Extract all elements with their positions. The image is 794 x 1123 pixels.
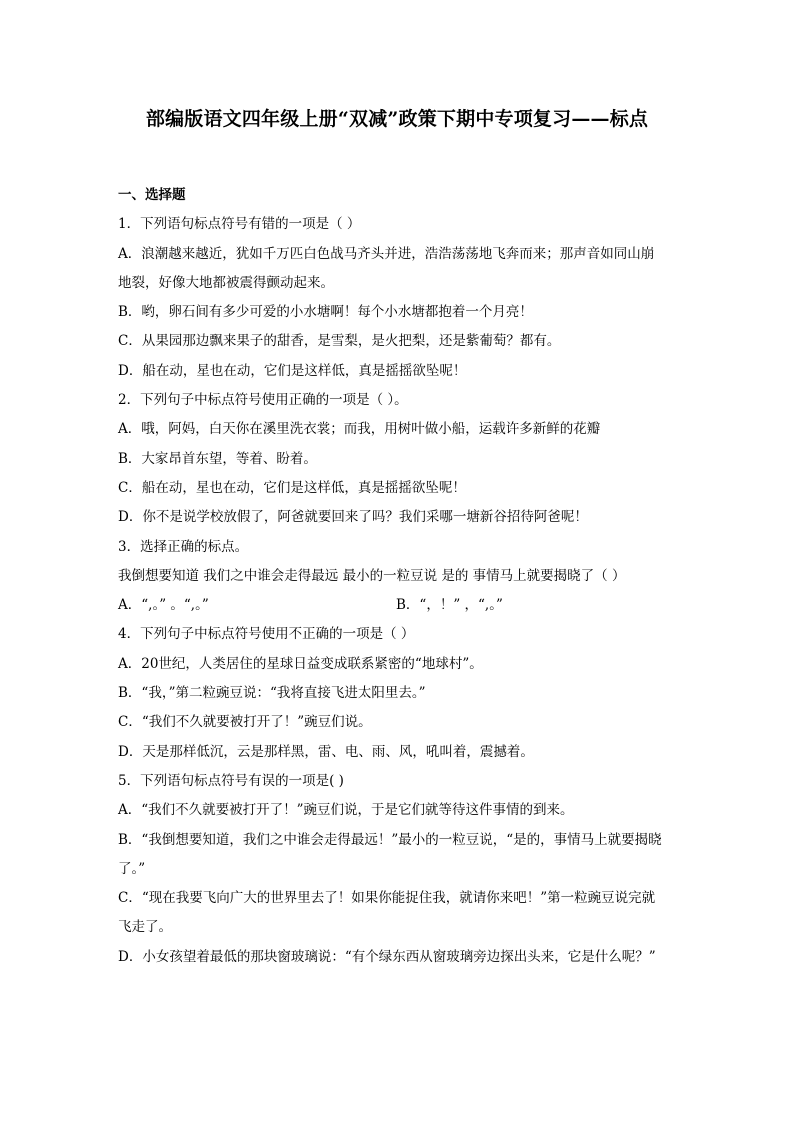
question-3-stem: 3．选择正确的标点。	[118, 538, 249, 555]
question-1-option-c: C．从果园那边飘来果子的甜香，是雪梨，是火把梨，还是紫葡萄？都有。	[118, 333, 561, 350]
question-list	[118, 181, 688, 972]
question-4-option-c: C．“我们不久就要被打开了！”豌豆们说。	[118, 714, 372, 731]
question-2-option-c: C．船在动，星也在动，它们是这样低，真是摇摇欲坠呢！	[118, 479, 466, 496]
question-1-option-b: B．哟，卵石间有多少可爱的小水塘啊！每个小水塘都抱着一个月亮！	[118, 304, 533, 321]
question-5-stem: 5．下列语句标点符号有误的一项是( )	[118, 772, 344, 789]
question-2-stem: 2．下列句子中标点符号使用正确的一项是（ ）。	[118, 392, 408, 409]
question-4-option-b: B．“我，”第二粒豌豆说：“我将直接飞进太阳里去。”	[118, 685, 426, 702]
question-4-option-a: A．20世纪，人类居住的星球日益变成联系紧密的“地球村”。	[118, 655, 483, 672]
question-2-option-a: A．哦，阿妈，白天你在溪里洗衣裳；而我，用树叶做小船，运载许多新鲜的花瓣	[118, 421, 601, 438]
question-5-option-b-continued: 了。”	[118, 860, 146, 877]
question-4-option-d: D．天是那样低沉，云是那样黑，雷、电、雨、风，吼叫着，震撼着。	[118, 743, 534, 760]
question-5-option-d: D．小女孩望着最低的那块窗玻璃说：“有个绿东西从窗玻璃旁边探出头来，它是什么呢？”	[118, 948, 656, 965]
question-2-option-b: B．大家昂首东望，等着、盼着。	[118, 450, 317, 467]
question-1-option-a: A．浪潮越来越近，犹如千万匹白色战马齐头并进，浩浩荡荡地飞奔而来；那声音如同山崩	[118, 245, 655, 262]
question-5-option-c: C．“现在我要飞向广大的世界里去了！如果你能捉住我，就请你来吧！”第一粒豌豆说完就	[118, 890, 656, 907]
question-5-option-b: B．“我倒想要知道，我们之中谁会走得最远！”最小的一粒豆说，“是的，事情马上就要揭晓	[118, 831, 662, 848]
question-5-option-a: A．“我们不久就要被打开了！”豌豆们说，于是它们就等待这件事情的到来。	[118, 802, 574, 819]
question-4-stem: 4．下列句子中标点符号使用不正确的一项是（ ）	[118, 626, 415, 643]
section-heading: 一、选择题	[118, 187, 186, 203]
question-1-option-a-continued: 地裂，好像大地都被震得颤动起来。	[118, 274, 334, 291]
question-5-option-c-continued: 飞走了。	[118, 919, 172, 936]
question-3-option-a: A．“,。” 。“,。”	[118, 597, 209, 614]
question-3-options	[118, 591, 688, 620]
question-3-option-b: B．“，！” ，“,。”	[396, 597, 503, 614]
question-1-stem: 1．下列语句标点符号有错的一项是（ ）	[118, 216, 361, 233]
question-2-option-d: D．你不是说学校放假了，阿爸就要回来了吗？我们采哪一塘新谷招待阿爸呢！	[118, 509, 588, 526]
question-1-option-d: D．船在动，星也在动，它们是这样低，真是摇摇欲坠呢！	[118, 362, 467, 379]
page-title: 部编版语文四年级上册“双减”政策下期中专项复习——标点	[145, 108, 649, 130]
question-3-sentence: 我倒想要知道 我们之中谁会走得最远 最小的一粒豆说 是的 事情马上就要揭晓了（ ）	[118, 567, 626, 584]
